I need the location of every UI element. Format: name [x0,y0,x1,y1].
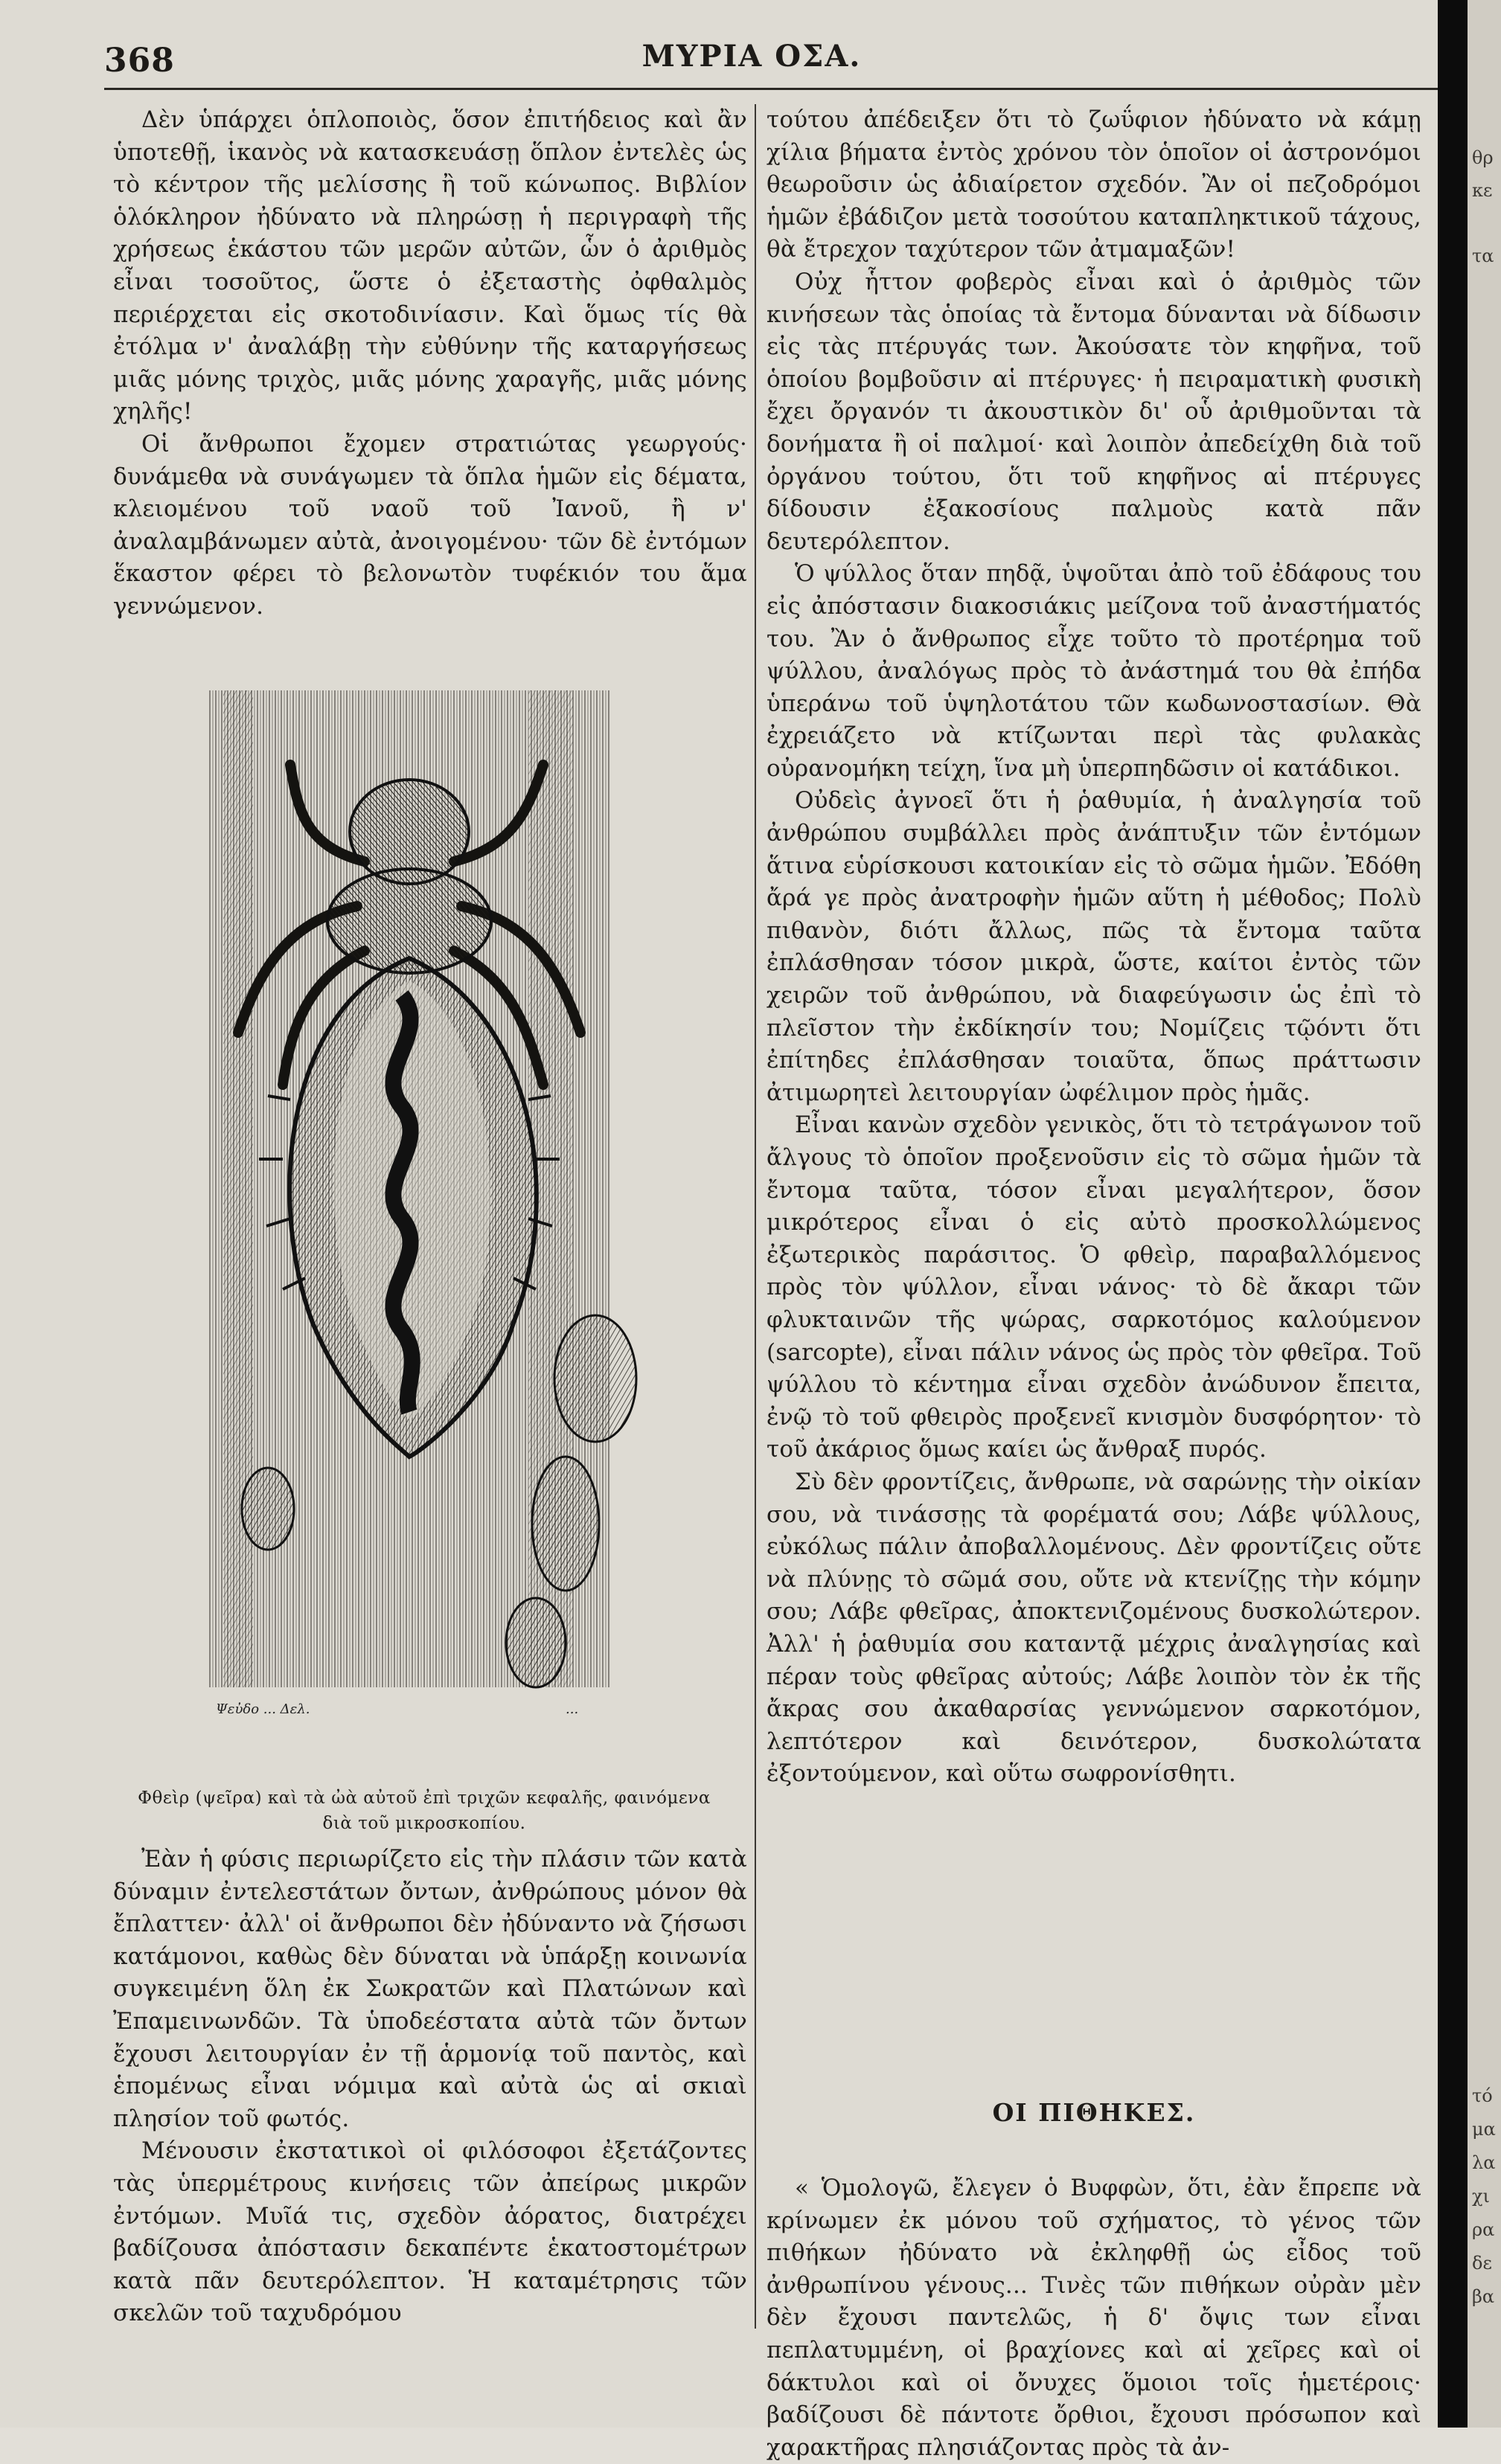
egg-nit [506,1598,566,1687]
paragraph: Οἱ ἄνθρωποι ἔχομεν στρατιώτας γεωργούς· δυνάμεθα νὰ συνάγωμεν τὰ ὅπλα ἡμῶν εἰς δέματα, κλειομένου τοῦ ναοῦ τοῦ Ἰανοῦ, ἢ ν' ἀναλαμβάνωμεν αὐτὰ, ἀνοιγομένου· τῶν δὲ ἐντόμων ἕκαστον φέρει τὸ βελονωτὸν τυφέκιόν του ἅμα γεννώμενον. [113,430,747,620]
paragraph: Εἶναι κανὼν σχεδὸν γενικὸς, ὅτι τὸ τετράγωνον τοῦ ἄλγους τὸ ὁποῖον προξενοῦσιν εἰς τὸ σῶμα ἡμῶν τὰ ἔντομα ταῦτα, τόσον εἶναι μεγαλήτερον, ὅσον μικρότερος εἶναι ὁ εἰς αὐτὸ προσκολλώμενος ἐξωτερικὸς παράσιτος. Ὁ φθεὶρ, παραβαλλόμενος πρὸς τὸν ψύλλον, εἶναι νάνος· τὸ δὲ ἄκαρι τῶν φλυκταινῶν τῆς ψώρας, σαρκοτόμος καλούμενον (sarcopte), εἶναι πάλιν νάνος ὡς πρὸς τὸν φθεῖρα. Τοῦ ψύλλου τὸ κέντημα εἶναι σχεδὸν ἀνώδυνον ἔπειτα, ἐνῷ τὸ τοῦ φθειρὸς προξενεῖ κνισμὸν δυσφόρητον· τὸ τοῦ ἀκάριος ὅμως καίει ὡς ἄνθραξ πυρός. [766,1111,1421,1463]
next-page-fragment: δε [1472,2253,1492,2274]
artist-signature-right: ... [566,1701,579,1717]
header-rule [104,88,1444,90]
louse-engraving [179,683,655,1723]
section-title: ΟΙ ΠΙΘΗΚΕΣ. [992,2098,1196,2127]
column-divider [755,104,756,2329]
paragraph: Οὐδεὶς ἀγνοεῖ ὅτι ἡ ῥαθυμία, ἡ ἀναλγησία τοῦ ἀνθρώπου συμβάλλει πρὸς ἀνάπτυξιν τῶν ἐντόμων ἅτινα εὑρίσκουσι κατοικίαν εἰς τὸ σῶμα ἡμῶν. Ἐδόθη ἄρά γε πρὸς ἀνατροφὴν ἡμῶν αὕτη ἡ μέθοδος; Πολὺ πιθανὸν, διότι ἄλλως, πῶς τὰ ἔντομα ταῦτα ἐπλάσθησαν τόσον μικρὰ, ὥστε, καίτοι ἐντὸς τῶν χειρῶν τοῦ ἀνθρώπου, νὰ διαφεύγωσιν ὡς ἐπὶ τὸ πλεῖστον τὴν ἐκδίκησίν του; Νομίζεις τῷόντι ὅτι ἐπίτηδες ἐπλάσθησαν τοιαῦτα, ὅπως πράττωσιν ἀτιμωρητεὶ λειτουργίαν ὠφέλιμον πρὸς ἡμᾶς. [766,787,1421,1106]
book-gutter [1438,0,1468,2428]
page-number: 368 [104,42,175,80]
louse-illustration [179,683,655,1723]
paragraph: Οὐχ ἧττον φοβερὸς εἶναι καὶ ὁ ἀριθμὸς τῶν κινήσεων τὰς ὁποίας τὰ ἔντομα δύνανται νὰ δίδωσιν εἰς τὰς πτέρυγάς των. Ἀκούσατε τὸν κηφῆνα, τοῦ ὁποίου βομβοῦσιν αἱ πτέρυγες· ἡ πειραματικὴ φυσικὴ ἔχει ὄργανόν τι ἀκουστικὸν δι' οὗ ἀριθμοῦνται τὰ δονήματα ἢ οἱ παλμοί· καὶ λοιπὸν ἀπεδείχθη διὰ τοῦ ὀργάνου τούτου, ὅτι τοῦ κηφῆνος αἱ πτέρυγες δίδουσιν ἐξακοσίους παλμοὺς κατὰ πᾶν δευτερόλεπτον. [766,268,1421,555]
figure-caption: Φθεὶρ (ψεῖρα) καὶ τὰ ὠὰ αὐτοῦ ἐπὶ τριχῶν κεφαλῆς, φαινόμενα διὰ τοῦ μικροσκοπίου. [138,1788,711,1833]
next-page-fragment: τα [1472,246,1494,266]
next-page-fragment: θρ [1472,147,1494,168]
paragraph: « Ὁμολογῶ, ἔλεγεν ὁ Βυφφὼν, ὅτι, ἐὰν ἔπρεπε νὰ κρίνωμεν ἐκ μόνου τοῦ σχήματος, τὸ γένος τῶν πιθήκων ἠδύνατο νὰ ἐκληφθῇ ὡς εἶδος τοῦ ἀνθρωπίνου γένους... Τινὲς τῶν πιθήκων οὐρὰν μὲν δὲν ἔχουσι παντελῶς, ἡ δ' ὄψις των εἶναι πεπλατυμμένη, οἱ βραχίονες καὶ αἱ χεῖρες καὶ οἱ δάκτυλοι καὶ οἱ ὄνυχες ὅμοιοι τοῖς ἡμετέροις· βαδίζουσι δὲ πάντοτε ὄρθιοι, ἔχουσι πρόσωπον καὶ χαρακτῆρας πλησιάζοντας πρὸς τὰ ἀν- [766,2175,1421,2461]
next-page-fragment: βα [1472,2286,1495,2307]
artist-signature-left: Ψεὐδο ... Δελ. [216,1701,310,1717]
next-page-fragment: μα [1472,2119,1496,2140]
next-page-fragment: τό [1472,2085,1493,2106]
next-page-fragment: κε [1472,180,1493,201]
right-column-bottom-text [766,2172,1421,2464]
left-column-top-text [113,104,747,623]
paragraph: Δὲν ὑπάρχει ὁπλοποιὸς, ὅσον ἐπιτήδειος καὶ ἂν ὑποτεθῇ, ἱκανὸς νὰ κατασκευάσῃ ὅπλον ἐντελὲς ὡς τὸ κέντρον τῆς μελίσσης ἢ τοῦ κώνωπος. Βιβλίον ὁλόκληρον ἠδύνατο νὰ πληρώσῃ ἡ περιγραφὴ τῆς χρήσεως ἑκάστου τῶν μερῶν αὐτῶν, ὧν ὁ ἀριθμὸς εἶναι τοσοῦτος, ὥστε ὁ ἐξεταστὴς ὀφθαλμὸς περιέρχεται εἰς σκοτοδινίασιν. Καὶ ὅμως τίς θὰ ἐτόλμα ν' ἀναλάβῃ τὴν εὐθύνην τῆς καταργήσεως μιᾶς μόνης τριχὸς, μιᾶς μόνης χαραγῆς, μιᾶς μόνης χηλῆς! [113,106,747,426]
paragraph: Σὺ δὲν φροντίζεις, ἄνθρωπε, νὰ σαρώνῃς τὴν οἰκίαν σου, νὰ τινάσσῃς τὰ φορέματά σου; Λάβε ψύλλους, εὐκόλως πάλιν ἀποβαλλομένους. Δὲν φροντίζεις οὔτε νὰ πλύνῃς τὸ σῶμά σου, οὔτε νὰ κτενίζῃς τὴν κόμην σου; Λάβε φθεῖρας, ἀποκτενιζομένους δυσκολώτερον. Ἀλλ' ἡ ῥαθυμία σου καταντᾷ μέχρις ἀναλγησίας καὶ πέραν τοὺς φθεῖρας αὐτούς; Λάβε λοιπὸν τὸν ἐκ τῆς ἄκρας σου ἀκαθαρσίας γεννώμενον σαρκοτόμον, λεπτότερον καὶ δεινότερον, δυσκολώτατα ἐξοντούμενον, καὶ οὕτω σωφρονίσθητι. [766,1468,1421,1788]
paragraph: Ὁ ψύλλος ὅταν πηδᾷ, ὑψοῦται ἀπὸ τοῦ ἐδάφους του εἰς ἀπόστασιν διακοσιάκις μείζονα τοῦ ἀναστήματός του. Ἂν ὁ ἄνθρωπος εἶχε τοῦτο τὸ προτέρημα τοῦ ψύλλου, ἀναλόγως πρὸς τὸ ἀνάστημά του θὰ ἐπήδα ὑπεράνω τοῦ ὑψηλοτάτου τῶν κωδωνοστασίων. Θὰ ἐχρειάζετο νὰ κτίζωνται περὶ τὰς φυλακὰς οὐρανομήκη τείχη, ἵνα μὴ ὑπερπηδῶσιν οἱ κατάδικοι. [766,560,1421,782]
running-title: ΜΥΡΙΑ ΟΣΑ. [641,39,862,74]
paragraph: Ἐὰν ἡ φύσις περιωρίζετο εἰς τὴν πλάσιν τῶν κατὰ δύναμιν ἐντελεστάτων ὄντων, ἀνθρώπους μόνον θὰ ἔπλαττεν· ἀλλ' οἱ ἄνθρωποι δὲν ἠδύναντο νὰ ζήσωσι κατάμονοι, καθὼς δὲν δύναται νὰ ὑπάρξῃ κοινωνία συγκειμένη ὅλη ἐκ Σωκρατῶν καὶ Πλατώνων καὶ Ἐπαμεινωνδῶν. Τὰ ὑποδεέστατα αὐτὰ τῶν ὄντων ἔχουσι λειτουργίαν ἐν τῇ ἁρμονίᾳ τοῦ παντὸς, καὶ ἑπομένως εἶναι νόμιμα καὶ αὐτὰ ὡς αἱ σκιαὶ πλησίον τοῦ φωτός. [113,1846,747,2132]
egg-nit [532,1457,599,1591]
next-page-fragment: ρα [1472,2219,1495,2240]
paragraph: Μένουσιν ἐκστατικοὶ οἱ φιλόσοφοι ἐξετάζοντες τὰς ὑπερμέτρους κινήσεις τῶν ἀπείρως μικρῶν ἐντόμων. Μυῖά τις, σχεδὸν ἀόρατος, διατρέχει βαδίζουσα ἀπόστασιν δεκαπέντε ἑκατοστομέτρων κατὰ πᾶν δευτερόλεπτον. Ἡ καταμέτρησις τῶν σκελῶν τοῦ ταχυδρόμου [113,2137,747,2327]
adjacent-page-edge [1468,0,1501,2428]
right-column-top-text [766,104,1421,1791]
left-column-bottom-text [113,1844,747,2330]
next-page-fragment: λα [1472,2152,1496,2173]
next-page-fragment: χι [1472,2186,1490,2207]
egg-nit [242,1468,294,1550]
paragraph: τούτου ἀπέδειξεν ὅτι τὸ ζωΰφιον ἠδύνατο νὰ κάμῃ χίλια βήματα ἐντὸς χρόνου τὸν ὁποῖον οἱ ἀστρονόμοι θεωροῦσιν ὡς ἀδιαίρετον σχεδόν. Ἂν οἱ πεζοδρόμοι ἡμῶν ἐβάδιζον μετὰ τοσούτου καταπληκτικοῦ τάχους, θὰ ἔτρεχον ταχύτερον τῶν ἀτμαμαξῶν! [766,106,1421,263]
egg-nit [554,1315,636,1442]
